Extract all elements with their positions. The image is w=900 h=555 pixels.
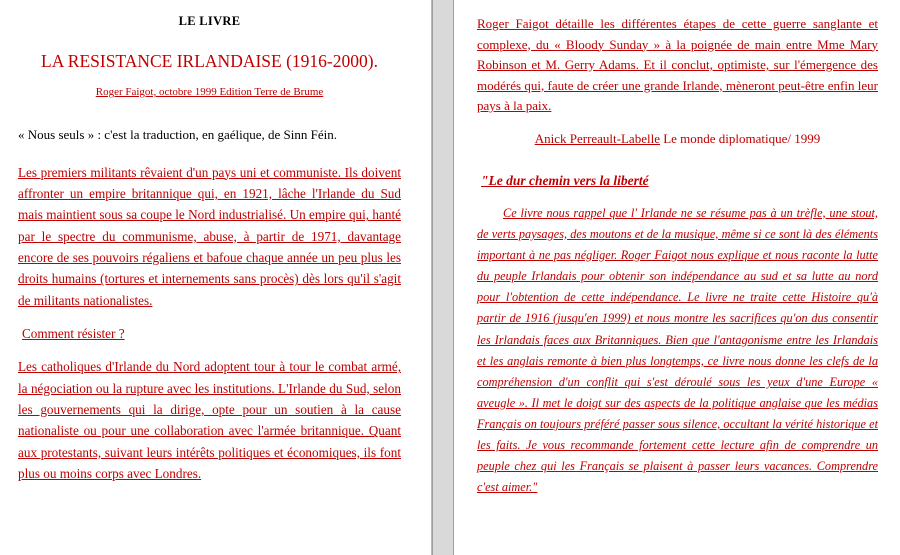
body-paragraph: Roger Faigot détaille les différentes étapes de cette guerre sanglante et complexe, du « Bloody Sunday » à la poignée de main entre Mme Mary Robinson et M. Gerry Adams. Et il conclut, optimiste, sur l'émergence des modérés qui, faute de créer une grande Irlande, mèneront peut-être enfin leur pays à la paix. [477, 16, 878, 114]
page-gutter [432, 0, 454, 555]
credit-source: Le monde diplomatique/ 1999 [663, 130, 821, 146]
review-subtitle: "Le dur chemin vers la liberté [481, 172, 649, 188]
page-header: LE LIVRE [178, 14, 241, 28]
body-paragraph: Les catholiques d'Irlande du Nord adoptent tour à tour le combat armé, la négociation ou la rupture avec les institutions. L'Irlande du Sud, selon les gouvernements qui la dirige, opte pour un soutien à la cause nationaliste ou pour une collaboration avec l'armée britannique. Quant aux protestants, suivant leurs intérêts politiques et économiques, ils font plus ou moins corps avec Londres. [18, 359, 401, 482]
lead-paragraph: « Nous seuls » : c'est la traduction, en gaélique, de Sinn Féin. [18, 127, 337, 142]
document-page-left [0, 0, 432, 555]
body-question: Comment résister ? [22, 326, 125, 342]
body-paragraph: Les premiers militants rêvaient d'un pays uni et communiste. Ils doivent affronter un empire britannique qui, en 1921, lâche l'Irlande du Sud mais maintient sous sa coupe le Nord industrialisé. Un empire qui, hanté par le spectre du communisme, abuse, à partir de 1971, davantage encore de ses pouvoirs régaliens et bafoue chaque année un peu plus les droits humains (tortures et internements sans procès) dès lors qu'il s'agit de militants nationalistes. [18, 164, 401, 308]
review-body: Ce livre nous rappel que l' Irlande ne se résume pas à un trèfle, une stout, de verts paysages, des moutons et de la musique, même si ce sont là des éléments important à ne pas négliger. Roger Faigot nous explique et nous raconte la lutte du peuple Irlandais pour obtenir son indépendance au sud et sa lutte au nord pour l'obtention de cette indépendance. Le livre ne traite cette Histoire qu'à partir de 1916 (jusqu'en 1999) et nous montre les sacrifices qu'on dus consentir les Irlandais faces aux Britanniques. Bien que l'antagonisme entre les Irlandais et les anglais remonte à bien plus longtemps, ce livre nous donne les clefs de la compréhension d'un conflit qui s'est déroulé sous les yeux d'une Europe « aveugle ». Il met le doigt sur des aspects de la politique anglaise que les médias Français on toujours préféré passer sous silence, occultant la vérité historique et les faits. Je vous recommande fortement cette lecture afin de comprendre un peuple chez qui les Français se plaisent à passer leurs vacances. Comprendre c'est aimer." [477, 205, 878, 495]
credit-author: Anick Perreault-Labelle [534, 130, 660, 146]
article-credit [477, 131, 878, 147]
document-page-right [455, 0, 900, 555]
byline: Roger Faigot, octobre 1999 Edition Terre de Brume [95, 86, 324, 98]
page-title: LA RESISTANCE IRLANDAISE (1916-2000). [41, 51, 378, 71]
